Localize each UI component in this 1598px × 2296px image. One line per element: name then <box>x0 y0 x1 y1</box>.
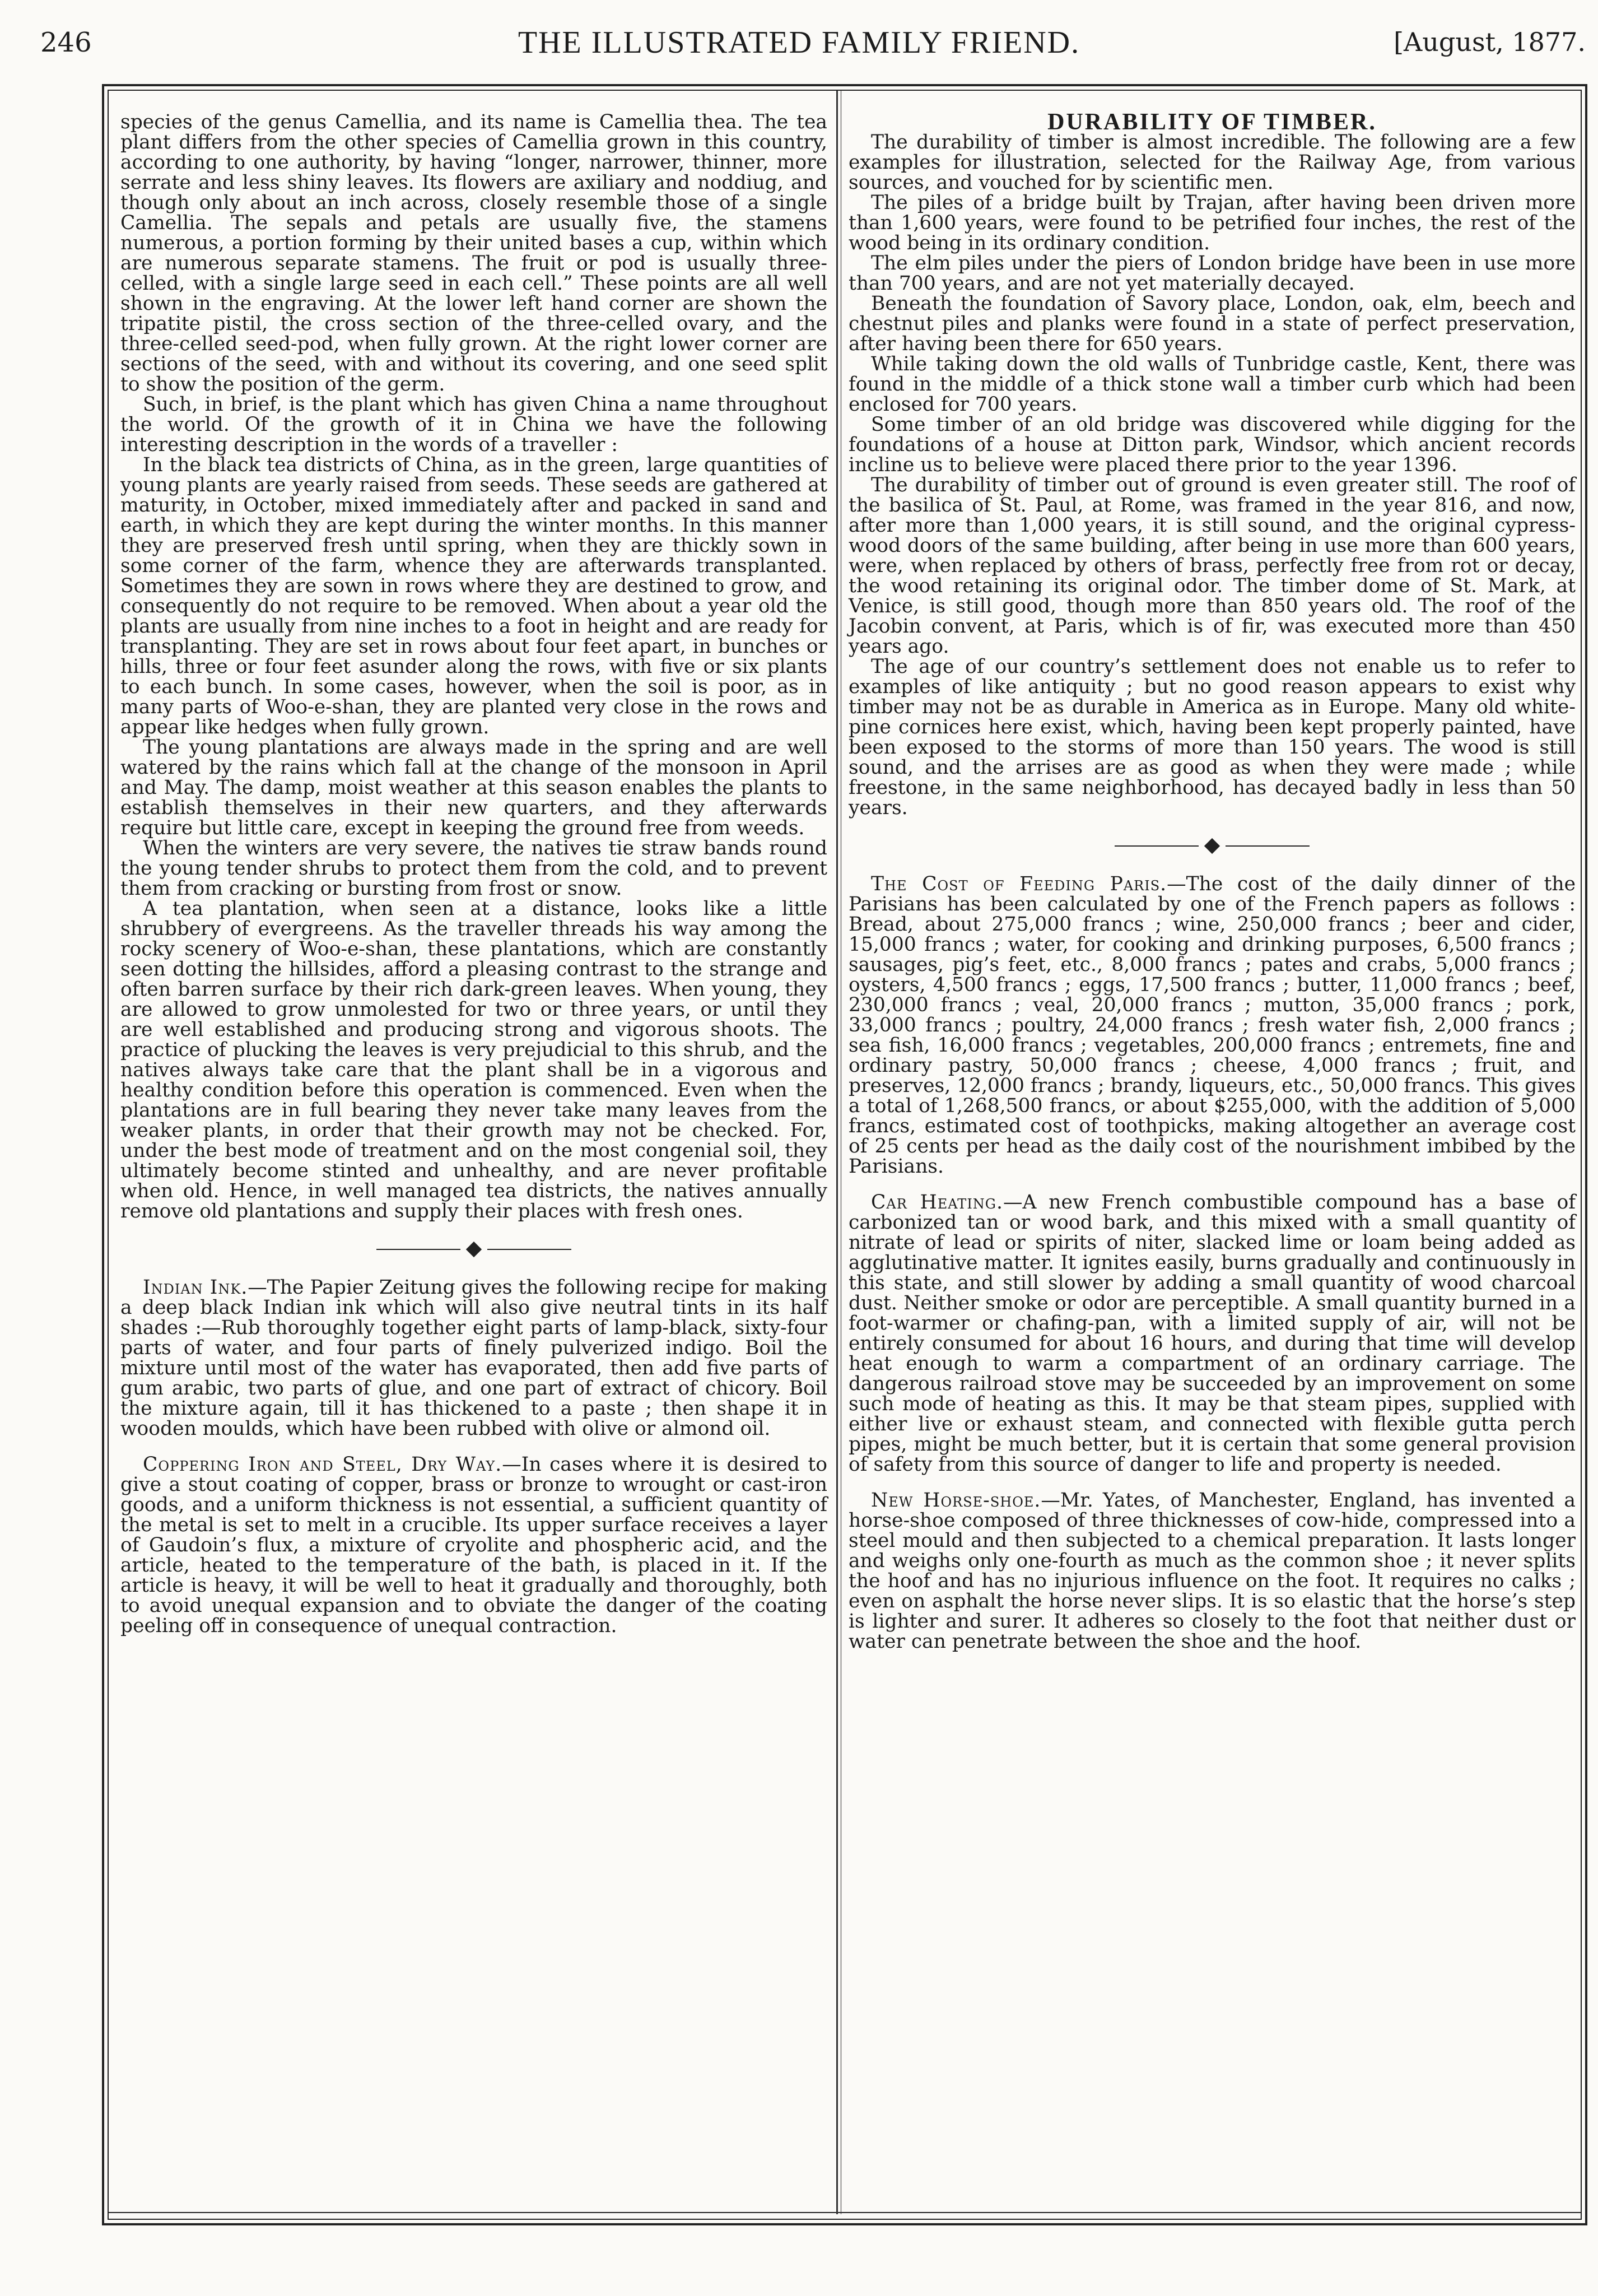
right-column <box>849 109 1576 1653</box>
article-headline: DURABILITY OF TIMBER. <box>1047 109 1377 135</box>
feeding-paris-article <box>849 874 1576 1177</box>
timber-paragraph: While taking down the old walls of Tunbridge castle, Kent, there was found in the middle of a thick stone wall a timber curb which had been enclosed for 700 years. <box>849 353 1576 416</box>
article-lead: Car Heating. <box>871 1191 1003 1214</box>
section-ornament <box>120 1244 827 1255</box>
tea-paragraph: When the winters are very severe, the natives tie straw bands round the young tender shrubs to protect them from the cold, and to prevent them from cracking or bursting from frost or snow. <box>120 837 827 900</box>
article-body: —The Papier Zeitung gives the following recipe for making a deep black Indian ink which will also give neutral tints in its half shades :—Rub thoroughly together eight parts of lamp-black, sixty-four parts of water, and four parts of finely pulverized indigo. Boil the mixture until most of the water has evaporated, then add five parts of gum arabic, two parts of glue, and one part of extract of chicory. Boil the mixture again, till it has thickened to a paste ; then shape it in wooden moulds, which have been rubbed with olive or almond oil. <box>120 1276 827 1440</box>
tea-paragraph: In the black tea districts of China, as in the green, large quantities of young plants are yearly raised from seeds. These seeds are gathered at maturity, in October, mixed immediately after and packed in sand and earth, in which they are kept during the winter months. In this manner they are preserved fresh until spring, when they are thickly sown in some corner of the farm, whence they are afterwards transplanted. Sometimes they are sown in rows where they are destined to grow, and consequently do not require to be removed. When about a year old the plants are usually from nine inches to a foot in height and are ready for transplanting. They are set in rows about four feet apart, in bunches or hills, three or four feet asunder along the rows, with five or six plants to each bunch. In some cases, however, when the soil is poor, as in many parts of Woo-e-shan, they are planted very close in the rows and appear like hedges when fully grown. <box>120 454 827 738</box>
page-header <box>0 0 1598 90</box>
timber-paragraph: Some timber of an old bridge was discovered while digging for the foundations of a house at Ditton park, Windsor, which ancient records incline us to believe were placed there prior to the year 1396. <box>849 413 1576 476</box>
coppering-article <box>120 1454 827 1636</box>
article-body: —A new French combustible compound has a base of carbonized tan or wood bark, and this mixed with a small quantity of nitrate of lead or spirits of niter, slacked lime or loam being added as agglutinative matter. It ignites easily, burns gradually and continuously in this state, and still slower by adding a small quantity of wood charcoal dust. Neither smoke or odor are perceptible. A small quantity burned in a foot-warmer or chafing-pan, with a limited supply of air, will not be entirely consumed for about 16 hours, and during that time will develop heat enough to warm a compartment of an ordinary carriage. The dangerous railroad stove may be succeeded by an improvement on some such mode of heating as this. It may be that steam pipes, supplied with either live or exhaust steam, and connected with flexible gutta perch pipes, might be much better, but it is certain that some general provision of safety from this source of danger to life and property is needed. <box>849 1191 1576 1476</box>
bottom-rule <box>108 2212 1582 2213</box>
article-body: —In cases where it is desired to give a stout coating of copper, brass or bronze to wrought or cast-iron goods, and a uniform thickness is not essential, a sufficient quantity of the metal is set to melt in a crucible. Its upper surface receives a layer of Gaudoin’s flux, a mixture of cryolite and phospheric acid, and the article, heated to the temperature of the bath, is placed in it. If the article is heavy, it will be well to heat it gradually and thoroughly, both to avoid unequal expansion and to obviate the danger of the coating peeling off in consequence of unequal contraction. <box>120 1453 827 1637</box>
masthead-title: THE ILLUSTRATED FAMILY FRIEND. <box>518 25 1080 60</box>
tea-paragraph: species of the genus Camellia, and its name is Camellia thea. The tea plant differs from the other species of Camellia grown in this country, according to one authority, by having “longer, narrower, thinner, more serrate and less shiny leaves. Its flowers are axiliary and noddiug, and though only about an inch across, closely resemble those of a single Camellia. The sepals and petals are usually five, the stamens numerous, a portion forming by their united bases a cup, within which are numerous separate stamens. The fruit or pod is usually three-celled, with a single large seed in each cell.” These points are all well shown in the engraving. At the lower left hand corner are shown the tripatite pistil, the cross section of the three-celled ovary, and the three-celled seed-pod, when fully grown. At the right lower corner are sections of the seed, with and without its covering, and one seed split to show the position of the germ. <box>120 111 827 396</box>
article-body: —Mr. Yates, of Manchester, England, has invented a horse-shoe composed of three thicknesses of cow-hide, compressed into a steel mould and then subjected to a chemical preparation. It lasts longer and weighs only one-fourth as much as the common shoe ; it never splits the hoof and has no injurious influence on the foot. It requires no calks ; even on asphalt the horse never slips. It is so elastic that the horse’s step is lighter and surer. It adheres so closely to the foot that neither dust or water can penetrate between the shoe and the hoof. <box>849 1489 1576 1653</box>
indian-ink-article <box>120 1277 827 1439</box>
timber-paragraph: Beneath the foundation of Savory place, London, oak, elm, beech and chestnut piles and planks were found in a state of perfect preservation, after having been there for 650 years. <box>849 292 1576 355</box>
timber-paragraph: The piles of a bridge built by Trajan, after having been driven more than 1,600 years, were found to be petrified four inches, the rest of the wood being in its ordinary condition. <box>849 192 1576 254</box>
timber-paragraph: The elm piles under the piers of London bridge have been in use more than 700 years, and are not yet materially decayed. <box>849 252 1576 295</box>
article-lead: Indian Ink. <box>143 1276 248 1299</box>
column-rule <box>836 91 838 2214</box>
left-column <box>120 112 827 1636</box>
timber-paragraph: The age of our country’s settlement does not enable us to refer to examples of like antiquity ; but no good reason appears to exist why timber may not be as durable in America as in Europe. Many old white-pine cornices here exist, which, having been kept properly painted, have been exposed to the storms of more than 150 years. The wood is still sound, and the arrises are as good as when they were made ; while freestone, in the same neighborhood, has decayed badly in less than 50 years. <box>849 656 1576 819</box>
timber-paragraph: The durability of timber out of ground is even greater still. The roof of the basilica of St. Paul, at Rome, was framed in the year 816, and now, after more than 1,000 years, it is still sound, and the original cypress-wood doors of the same building, after being in use more than 600 years, were, when replaced by others of brass, perfectly free from rot or decay, the wood retaining its original odor. The timber dome of St. Mark, at Venice, is still good, though more than 850 years old. The roof of the Jacobin convent, at Paris, which is of fir, was executed more than 450 years ago. <box>849 474 1576 658</box>
tea-paragraph: The young plantations are always made in the spring and are well watered by the rains which fall at the change of the monsoon in April and May. The damp, moist weather at this season enables the plants to establish themselves in their new quarters, and they afterwards require but little care, except in keeping the ground free from weeds. <box>120 736 827 839</box>
tea-paragraph: Such, in brief, is the plant which has given China a name throughout the world. Of the growth of it in China we have the following interesting description in the words of a traveller : <box>120 393 827 456</box>
timber-paragraph: The durability of timber is almost incredible. The following are a few examples for illustration, selected for the Railway Age, from various sources, and vouched for by scientific men. <box>849 131 1576 194</box>
article-lead: New Horse-shoe. <box>871 1489 1041 1512</box>
article-lead: Coppering Iron and Steel, Dry Way. <box>143 1453 502 1476</box>
tea-paragraph: A tea plantation, when seen at a distance, looks like a little shrubbery of evergreens. As the traveller threads his way among the rocky scenery of Woo-e-shan, these plantations, which are constantly seen dotting the hillsides, afford a pleasing contrast to the strange and often barren surface by their rich dark-green leaves. When young, they are allowed to grow unmolested for two or three years, or until they are well established and producing strong and vigorous shoots. The practice of plucking the leaves is very prejudicial to this shrub, and the natives always take care that the plant shall be in a vigorous and healthy condition before this operation is commenced. Even when the plantations are in full bearing they never take many leaves from the weaker plants, in order that their growth may not be checked. For, under the best mode of treatment and on the most congenial soil, they ultimately become stinted and unhealthy, and are never profitable when old. Hence, in well managed tea districts, the natives annually remove old plantations and supply their places with fresh ones. <box>120 898 827 1223</box>
car-heating-article <box>849 1192 1576 1475</box>
horse-shoe-article <box>849 1490 1576 1652</box>
article-lead: The Cost of Feeding Paris. <box>871 873 1167 895</box>
page-number: 246 <box>40 27 92 58</box>
article-body: —The cost of the daily dinner of the Parisians has been calculated by one of the French papers as follows : Bread, about 275,000 francs ; wine, 250,000 francs ; beer and cider, 15,000 francs ; water, for cooking and drinking purposes, 6,500 francs ; sausages, pig’s feet, etc., 8,000 francs ; pates and crabs, 5,000 francs ; oysters, 4,500 francs ; eggs, 17,500 francs ; butter, 11,000 francs ; beef, 230,000 francs ; veal, 20,000 francs ; mutton, 35,000 francs ; pork, 33,000 francs ; poultry, 24,000 francs ; fresh water fish, 2,000 francs ; sea fish, 16,000 francs ; vegetables, 200,000 francs ; entremets, fine and ordinary pastry, 50,000 francs ; cheese, 4,000 francs ; fruit, and preserves, 12,000 francs ; brandy, liqueurs, etc., 50,000 francs. This gives a total of 1,268,500 francs, or about $255,000, with the addition of 5,000 francs, estimated cost of toothpicks, making altogether an average cost of 25 cents per head as the daily cost of the nourishment imbibed by the Parisians. <box>849 873 1576 1178</box>
issue-date: [August, 1877. <box>1394 27 1586 57</box>
section-ornament <box>849 840 1576 852</box>
